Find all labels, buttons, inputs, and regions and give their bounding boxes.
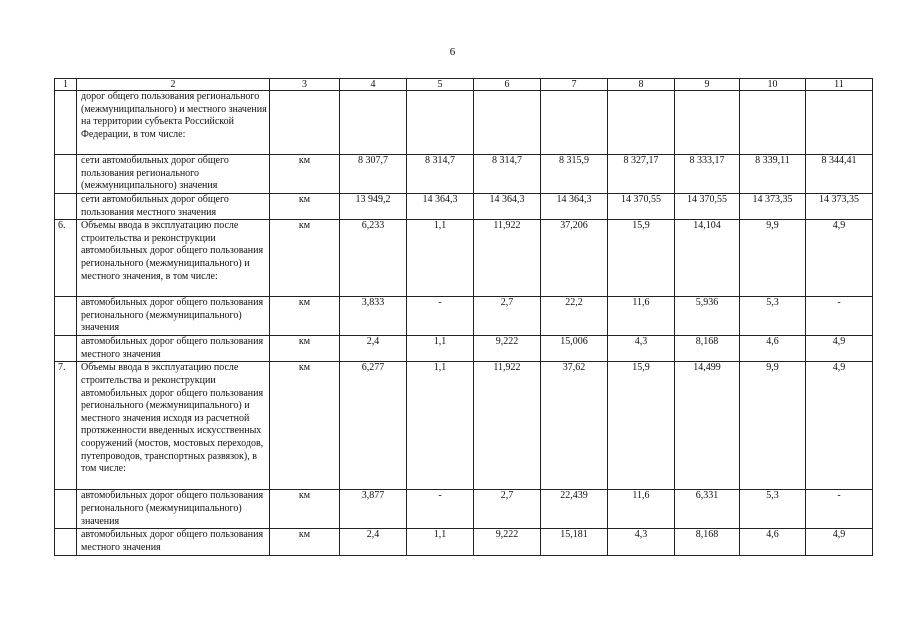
row-unit: км (270, 490, 340, 529)
value-cell (608, 91, 675, 155)
value-cell: 11,922 (474, 362, 541, 490)
row-unit: км (270, 220, 340, 297)
value-cell: 14 364,3 (541, 194, 608, 220)
row-description: автомобильных дорог общего пользования регионального (межмуниципального) значения (77, 297, 270, 336)
header-cell: 7 (541, 79, 608, 91)
value-cell: 11,6 (608, 297, 675, 336)
value-cell (541, 91, 608, 155)
value-cell: 6,233 (340, 220, 407, 297)
value-cell: 4,9 (806, 529, 873, 555)
value-cell: 2,4 (340, 336, 407, 362)
value-cell: 14 373,35 (806, 194, 873, 220)
value-cell: 4,9 (806, 362, 873, 490)
value-cell (407, 91, 474, 155)
table-row (55, 362, 873, 490)
row-description: сети автомобильных дорог общего пользования местного значения (77, 194, 270, 220)
value-cell: 15,006 (541, 336, 608, 362)
table-row (55, 220, 873, 297)
value-cell: 11,6 (608, 490, 675, 529)
row-number (55, 194, 77, 220)
row-unit: км (270, 155, 340, 194)
value-cell: 22,2 (541, 297, 608, 336)
row-number (55, 297, 77, 336)
page-number: 6 (449, 46, 456, 58)
value-cell: 8,168 (675, 336, 740, 362)
row-unit: км (270, 194, 340, 220)
row-number (55, 490, 77, 529)
value-cell: 9,222 (474, 336, 541, 362)
header-cell: 9 (675, 79, 740, 91)
value-cell: 8 327,17 (608, 155, 675, 194)
header-cell: 11 (806, 79, 873, 91)
header-row (55, 79, 873, 91)
header-cell: 6 (474, 79, 541, 91)
table-row (55, 490, 873, 529)
value-cell: 5,936 (675, 297, 740, 336)
value-cell: 14,499 (675, 362, 740, 490)
value-cell: 6,331 (675, 490, 740, 529)
row-unit: км (270, 529, 340, 555)
value-cell (675, 91, 740, 155)
value-cell: 4,9 (806, 220, 873, 297)
row-unit: км (270, 362, 340, 490)
row-description: сети автомобильных дорог общего пользования регионального (межмуниципального) значения (77, 155, 270, 194)
value-cell: - (407, 297, 474, 336)
value-cell: 8 339,11 (740, 155, 806, 194)
row-unit: км (270, 336, 340, 362)
value-cell: 1,1 (407, 336, 474, 362)
value-cell: 15,181 (541, 529, 608, 555)
row-unit: км (270, 297, 340, 336)
value-cell: 1,1 (407, 220, 474, 297)
value-cell: 5,3 (740, 297, 806, 336)
value-cell: 8 314,7 (407, 155, 474, 194)
row-description: дорог общего пользования регионального (межмуниципального) и местного значения на территории субъекта Российской Федерации, в том числе: (77, 91, 270, 155)
header-cell: 4 (340, 79, 407, 91)
value-cell: 8,168 (675, 529, 740, 555)
value-cell: 11,922 (474, 220, 541, 297)
row-number (55, 336, 77, 362)
header-cell: 8 (608, 79, 675, 91)
value-cell (474, 91, 541, 155)
value-cell: - (407, 490, 474, 529)
value-cell: 8 307,7 (340, 155, 407, 194)
value-cell: 2,4 (340, 529, 407, 555)
header-cell: 10 (740, 79, 806, 91)
value-cell: 8 344,41 (806, 155, 873, 194)
value-cell: 2,7 (474, 297, 541, 336)
value-cell: 14,104 (675, 220, 740, 297)
header-cell: 3 (270, 79, 340, 91)
value-cell: 9,9 (740, 362, 806, 490)
row-description: автомобильных дорог общего пользования регионального (межмуниципального) значения (77, 490, 270, 529)
row-description: автомобильных дорог общего пользования местного значения (77, 529, 270, 555)
value-cell (806, 91, 873, 155)
value-cell: 8 333,17 (675, 155, 740, 194)
value-cell (340, 91, 407, 155)
value-cell: 4,9 (806, 336, 873, 362)
row-description: Объемы ввода в эксплуатацию после строительства и реконструкции автомобильных дорог общего пользования регионального (межмуниципального) и местного значения, в том числе: (77, 220, 270, 297)
value-cell: 14 370,55 (675, 194, 740, 220)
row-unit (270, 91, 340, 155)
table-row (55, 336, 873, 362)
row-description: автомобильных дорог общего пользования местного значения (77, 336, 270, 362)
value-cell: - (806, 297, 873, 336)
value-cell: 5,3 (740, 490, 806, 529)
value-cell: 14 370,55 (608, 194, 675, 220)
value-cell: - (806, 490, 873, 529)
value-cell: 6,277 (340, 362, 407, 490)
value-cell: 9,222 (474, 529, 541, 555)
value-cell: 8 314,7 (474, 155, 541, 194)
data-table (54, 78, 873, 556)
value-cell: 37,206 (541, 220, 608, 297)
row-description: Объемы ввода в эксплуатацию после строительства и реконструкции автомобильных дорог общего пользования регионального (межмуниципального) и местного значения исходя из расчетной протяженности введенных искусственных сооружений (мостов, мостовых переходов, путепроводов, транспортных развязок), в том числе: (77, 362, 270, 490)
value-cell: 3,833 (340, 297, 407, 336)
row-number: 6. (55, 220, 77, 297)
value-cell: 9,9 (740, 220, 806, 297)
value-cell: 3,877 (340, 490, 407, 529)
row-number (55, 155, 77, 194)
value-cell: 4,6 (740, 336, 806, 362)
table-row (55, 91, 873, 155)
value-cell: 4,3 (608, 336, 675, 362)
row-number: 7. (55, 362, 77, 490)
value-cell: 13 949,2 (340, 194, 407, 220)
value-cell (740, 91, 806, 155)
value-cell: 22,439 (541, 490, 608, 529)
row-number (55, 91, 77, 155)
value-cell: 15,9 (608, 220, 675, 297)
value-cell: 1,1 (407, 362, 474, 490)
value-cell: 2,7 (474, 490, 541, 529)
value-cell: 4,3 (608, 529, 675, 555)
value-cell: 37,62 (541, 362, 608, 490)
value-cell: 8 315,9 (541, 155, 608, 194)
header-cell: 1 (55, 79, 77, 91)
table-row (55, 155, 873, 194)
table-row (55, 297, 873, 336)
value-cell: 15,9 (608, 362, 675, 490)
value-cell: 14 364,3 (474, 194, 541, 220)
header-cell: 2 (77, 79, 270, 91)
value-cell: 4,6 (740, 529, 806, 555)
value-cell: 14 373,35 (740, 194, 806, 220)
table-row (55, 194, 873, 220)
table-row (55, 529, 873, 555)
header-cell: 5 (407, 79, 474, 91)
value-cell: 1,1 (407, 529, 474, 555)
row-number (55, 529, 77, 555)
value-cell: 14 364,3 (407, 194, 474, 220)
